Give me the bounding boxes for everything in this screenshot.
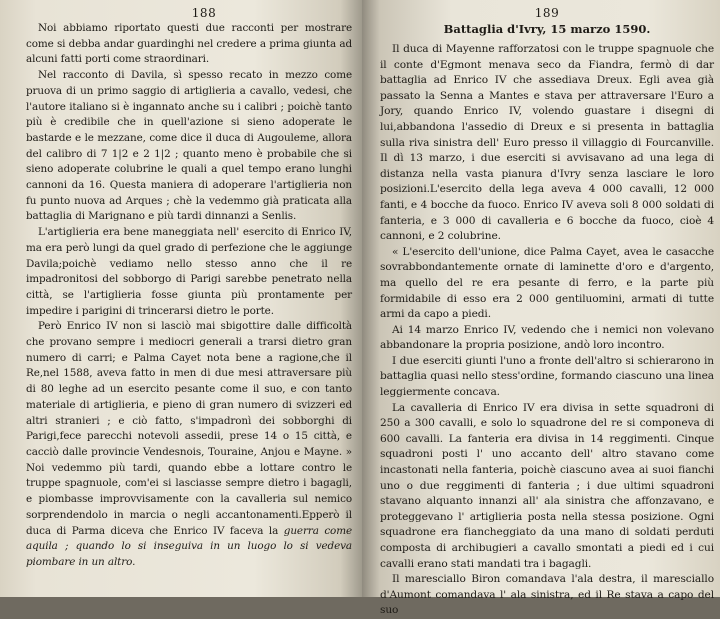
section-heading: Battaglia d'Ivry, 15 marzo 1590.: [443, 22, 651, 36]
right-page: [362, 0, 720, 617]
page-body: [26, 21, 352, 571]
paragraph: La cavalleria di Enrico IV era divisa in sette squadroni di 250 a 300 cavalli, e solo lo squadrone del re si componeva di 600 cavalli. La fanteria era divisa in 14 reggimenti. Cinque squadroni posti l' uno accanto dell' altro stavano come incastonati nella fanteria, poichè ciascuno avea ai suoi fianchi uno o due reggimenti di fanteria ; i due ultimi squadroni stavano alquanto innanzi all' ala sinistra che affonzavano, e proteggevano l' artiglieria posta nella stessa posizione. Ogni squadrone era fiancheggiato da una mano di soldati perduti composta di archibugieri a cavallo smontati a piedi ed i cui cavalli erano stati mandati tra i bagagli.: [380, 401, 714, 570]
paragraph: I due eserciti giunti l'uno a fronte dell'altro si schierarono in battaglia quasi nello stess'ordine, formando ciascuno una linea leggiermente concava.: [380, 354, 714, 399]
paragraph: Il duca di Mayenne rafforzatosi con le truppe spagnuole che il conte d'Egmont menava seco da Fiandra, fermò di dar battaglia ad Enrico IV che assediava Dreux. Egli avea già passato la Senna a Mantes e stava per attraversare l'Euro a Jory, quando Enrico IV, volendo guastare i disegni di lui,abbandona l'assedio di Dreux e si presenta in battaglia sulla riva sinistra dell' Euro presso il villaggio di Fourcanville. Il dì 13 marzo, i due eserciti si avvisavano ad una lega di distanza nella vasta pianura d'Ivry senza lasciare le loro posizioni.L'esercito della lega aveva 4 000 cavalli, 12 000 fanti, e 4 bocche da fuoco. Enrico IV aveva soli 8 000 soldati di fanteria, e 3 000 di cavalleria e 6 bocche da fuoco, cioè 4 cannoni, e 2 colubrine.: [380, 43, 714, 243]
paragraph: Il maresciallo Biron comandava l'ala destra, il maresciallo d'Aumont comandava l' ala sinistra, ed il Re stava a capo del suo: [380, 573, 714, 617]
page-body: [380, 42, 714, 619]
page-number: 188: [191, 6, 217, 20]
paragraph: Noi abbiamo riportato questi due racconti per mostrare come si debba andar guardinghi nel credere a prima giunta ad alcuni fatti porti come straordinari.: [26, 22, 352, 66]
paragraph: [26, 319, 352, 570]
paragraph: Nel racconto di Davila, sì spesso recato in mezzo come pruova di un primo saggio di artiglieria a cavallo, vedesi, che l'autore italiano si è ingannato anche su i calibri ; poichè tanto più è credibile che in quell'azione si sieno adoperate le bastarde e le mezzane, come dice il duca di Augouleme, allora del calibro di 7 1|2 e 2 1|2 ; quanto meno è probabile che si sieno adoperate colubrine le quali a quel tempo erano lunghi cannoni da 16. Questa maniera di adoperare l'artiglieria non fu punto nuova ad Arques ; chè la vedemmo già praticata alla battaglia di Marignano e più tardi dinnanzi a Senlis.: [26, 69, 352, 223]
paragraph-text: Però Enrico IV non si lasciò mai sbigottire dalle difficoltà che provano sempre i mediocri generali a trarsi dietro gran numero di carri; e Palma Cayet nota bene a ragione,che il Re,nel 1588, aveva fatto in men di due mesi attraversare più di 80 leghe ad un esercito pesante come il suo, e con tanto materiale di artiglieria, e pieno di gran numero di svizzeri ed altri stranieri ; e ciò fatto, s'impadronì dei sobborghi di Parigi,fece parecchi notevoli assedii, prese 14 o 15 città, e cacciò dalle provincie Vendesnois, Touraine, Anjou e Mayne. » Noi vedemmo più tardi, quando ebbe a lottare contro le truppe spagnuole, com'ei si lasciasse sempre dietro i bagagli, e piombasse improvvisamente con la cavalleria sul nemico sorprendendolo in marcia o negli accantonamenti.Epperò il duca di Parma diceva che Enrico IV faceva la: [26, 320, 352, 537]
paragraph: « L'esercito dell'unione, dice Palma Cayet, avea le casacche sovrabbondantemente ornate di laminette d'oro e d'argento, ma quello del re era pesante di ferro, e la parte più formidabile di esso era 2 000 gentiluomini, armati di tutte armi da capo a piedi.: [380, 245, 714, 321]
left-page: [0, 0, 362, 597]
paragraph: Ai 14 marzo Enrico IV, vedendo che i nemici non volevano abbandonare la propria posizione, andò loro incontro.: [380, 323, 714, 352]
page-number: 189: [534, 6, 560, 20]
paragraph: L'artiglieria era bene maneggiata nell' esercito di Enrico IV, ma era però lungi da quel grado di perfezione che le aggiunge Davila;poichè vediamo nello stesso anno che il re impadronitosi del sobborgo di Parigi sarebbe penetrato nella città, se l'artiglieria fosse giunta più prontamente per impedire i parigini di trincerarsi dietro le porte.: [26, 226, 352, 317]
italic-quote: guerra come aquila ; quando lo si inseguiva in un luogo lo si vedeva piombare in un altro.: [26, 524, 352, 568]
